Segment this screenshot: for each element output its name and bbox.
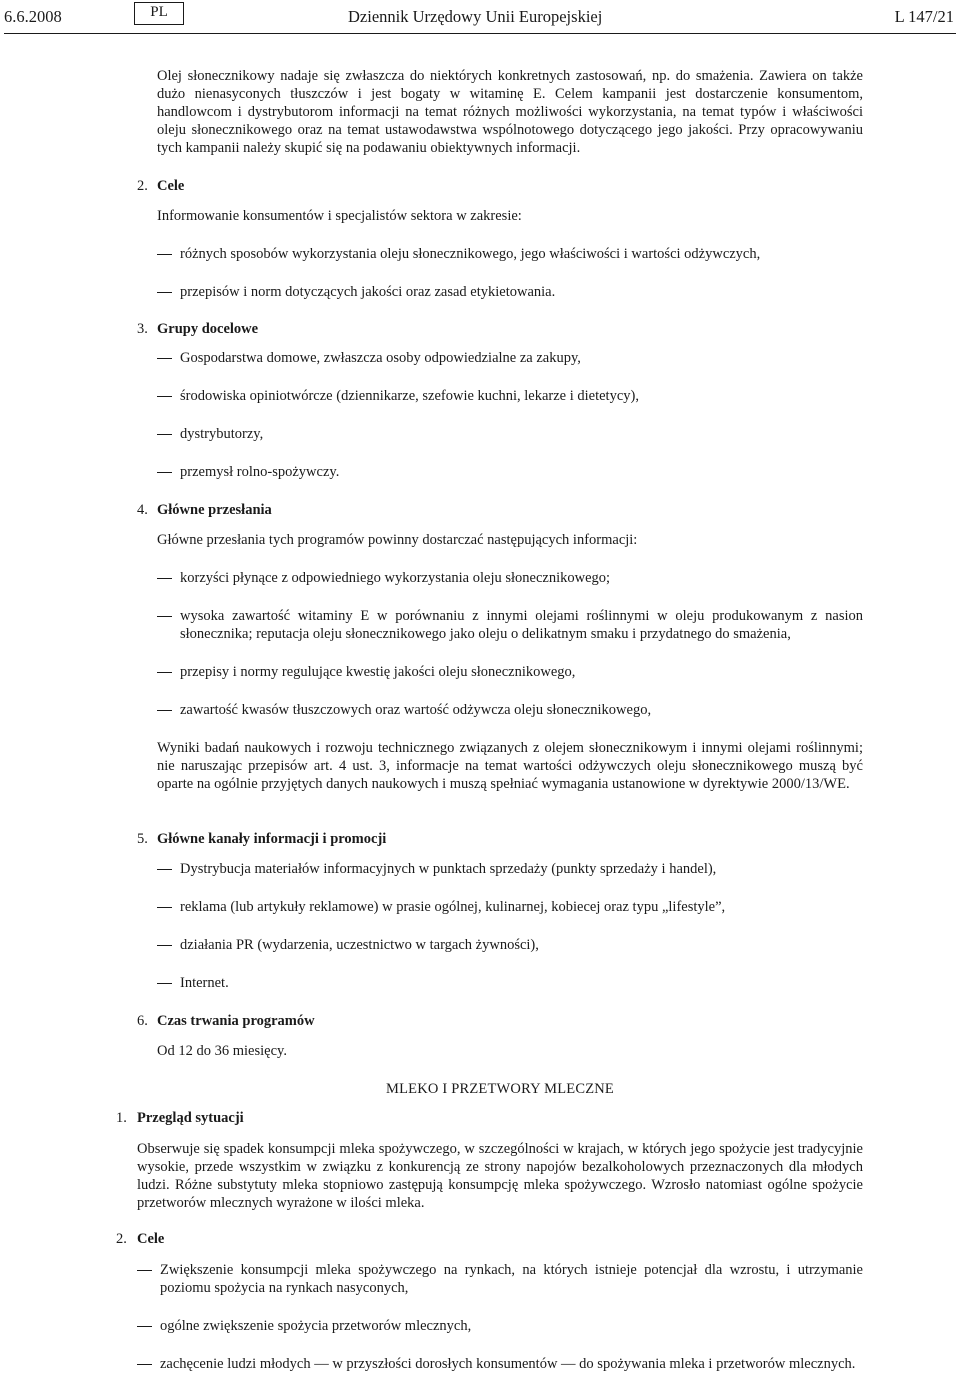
list-item: Zwiększenie konsumpcji mleka spożywczego na rynkach, na których istnieje potencjał dla wzrostu, i utrzymanie poziomu spożycia na rynkach nasyconych, <box>160 1262 863 1296</box>
dash-bullet <box>157 292 172 293</box>
intro-paragraph: Olej słonecznikowy nadaje się zwłaszcza do niektórych konkretnych zastosowań, np. do smażenia. Zawiera on także dużo nienasyconych tłuszczów i jest bogaty w witaminę E. Celem kampanii jest dostarczenie konsumentom, handlowcom i dystrybutorom informacji na temat różnych możliwości wykorzystania, na temat typów i właściwości oleju słonecznikowego oraz na temat ustawodawstwa wspólnotowego dotyczącego jego jakości. Przy opracowywaniu tych kampanii należy skupić się na podawaniu obiektywnych informacji. <box>157 68 863 156</box>
dash-bullet <box>157 983 172 984</box>
section-text: Obserwuje się spadek konsumpcji mleka spożywczego, w szczególności w krajach, w których jego spożycie jest tradycyjnie wysokie, przede wszystkim w związku z konkurencją ze strony napojów bezalkoholowych przeznaczonych dla młodych ludzi. Różne substytuty mleka stopniowo zastępują konsumpcję mleka spożywczego. Wzrosło natomiast ogólne spożycie przetworów mlecznych wyrażone w ilości mleka. <box>137 1141 863 1211</box>
list-item: przemysł rolno-spożywczy. <box>180 464 340 480</box>
section-text: Od 12 do 36 miesięcy. <box>157 1043 287 1059</box>
section-lead: Informowanie konsumentów i specjalistów sektora w zakresie: <box>157 208 522 224</box>
section-title: Cele <box>137 1231 165 1247</box>
list-item: zawartość kwasów tłuszczowych oraz wartość odżywcza oleju słonecznikowego, <box>180 702 652 718</box>
section-title: Główne kanały informacji i promocji <box>157 831 387 847</box>
list-item: korzyści płynące z odpowiedniego wykorzystania oleju słonecznikowego; <box>180 570 611 586</box>
list-item: przepisów i norm dotyczących jakości oraz zasad etykietowania. <box>180 284 556 300</box>
dash-bullet <box>157 672 172 673</box>
section-number: 4. <box>137 502 148 518</box>
dash-bullet <box>157 578 172 579</box>
list-item: reklama (lub artykuły reklamowe) w prasie ogólnej, kulinarnej, kobiecej oraz typu „lifestyle”, <box>180 899 726 915</box>
section-number: 2. <box>137 178 148 194</box>
list-item: środowiska opiniotwórcze (dziennikarze, szefowie kuchni, lekarze i dietetycy), <box>180 388 639 404</box>
journal-title: Dziennik Urzędowy Unii Europejskiej <box>348 7 603 26</box>
list-item: działania PR (wydarzenia, uczestnictwo w targach żywności), <box>180 937 539 953</box>
list-item: Dystrybucja materiałów informacyjnych w punktach sprzedaży (punkty sprzedaży i handel), <box>180 861 717 877</box>
list-item: różnych sposobów wykorzystania oleju słonecznikowego, jego właściwości i wartości odżywczych, <box>180 246 761 262</box>
section-title: Grupy docelowe <box>157 321 259 337</box>
list-item: przepisy i normy regulujące kwestię jakości oleju słonecznikowego, <box>180 664 576 680</box>
publication-date: 6.6.2008 <box>4 7 62 26</box>
dash-bullet <box>137 1326 152 1327</box>
section-title: Przegląd sytuacji <box>137 1110 244 1126</box>
list-item: Gospodarstwa domowe, zwłaszcza osoby odpowiedzialne za zakupy, <box>180 350 581 366</box>
dash-bullet <box>137 1364 152 1365</box>
section-closing-paragraph: Wyniki badań naukowych i rozwoju technicznego związanych z olejem słonecznikowym i innymi olejami roślinnymi; nie naruszając przepisów art. 4 ust. 3, informacje na temat wartości odżywczych oleju słonecznikowego muszą być oparte na ogólnie przyjętych danych naukowych i muszą spełniać wymagania ustanowione w dyrektywie 2000/13/WE. <box>157 740 863 792</box>
section-number: 5. <box>137 831 148 847</box>
header-divider <box>4 33 956 34</box>
section-title: Cele <box>157 178 185 194</box>
dash-bullet <box>157 710 172 711</box>
dash-bullet <box>137 1270 152 1271</box>
dash-bullet <box>157 254 172 255</box>
chapter-title: MLEKO I PRZETWORY MLECZNE <box>386 1081 614 1097</box>
section-title: Główne przesłania <box>157 502 272 518</box>
dash-bullet <box>157 434 172 435</box>
page-reference: L 147/21 <box>894 7 954 26</box>
section-lead: Główne przesłania tych programów powinny dostarczać następujących informacji: <box>157 532 638 548</box>
section-number: 3. <box>137 321 148 337</box>
dash-bullet <box>157 616 172 617</box>
list-item: ogólne zwiększenie spożycia przetworów mlecznych, <box>160 1318 472 1334</box>
language-badge: PL <box>134 2 184 25</box>
dash-bullet <box>157 869 172 870</box>
list-item: zachęcenie ludzi młodych — w przyszłości dorosłych konsumentów — do spożywania mleka i przetworów mlecznych. <box>160 1356 856 1372</box>
list-item: wysoka zawartość witaminy E w porównaniu z innymi olejami roślinnymi w oleju produkowanym z nasion słonecznika; reputacja oleju słonecznikowego jako oleju o delikatnym smaku i przydatnego do smażenia, <box>180 608 863 642</box>
list-item: dystrybutorzy, <box>180 426 264 442</box>
section-title: Czas trwania programów <box>157 1013 315 1029</box>
dash-bullet <box>157 358 172 359</box>
section-number: 2. <box>116 1231 127 1247</box>
list-item: Internet. <box>180 975 229 991</box>
section-number: 6. <box>137 1013 148 1029</box>
section-number: 1. <box>116 1110 127 1126</box>
dash-bullet <box>157 472 172 473</box>
dash-bullet <box>157 396 172 397</box>
dash-bullet <box>157 907 172 908</box>
dash-bullet <box>157 945 172 946</box>
